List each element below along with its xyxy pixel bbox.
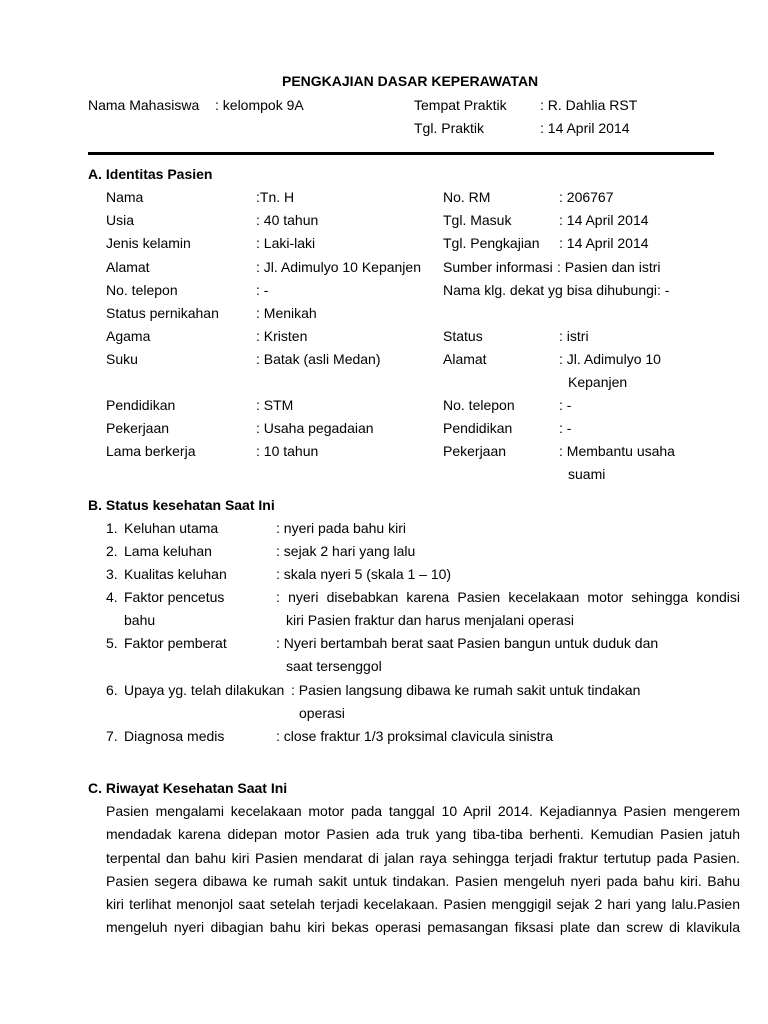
field-label: Tgl. Masuk [443, 212, 512, 228]
field-label: No. telepon [106, 282, 178, 298]
field-label: Sumber informasi [443, 259, 553, 275]
item-value: : nyeri pada bahu kiri [276, 520, 406, 536]
field-label: No. telepon [443, 397, 515, 413]
field-label: No. RM [443, 189, 491, 205]
section-b-heading: B. Status kesehatan Saat Ini [88, 497, 275, 513]
item-label: Kualitas keluhan [124, 566, 227, 582]
field-value: : - [559, 420, 572, 436]
field-label: Tgl. Pengkajian [443, 235, 540, 251]
place-value: : R. Dahlia RST [540, 97, 638, 113]
field-label: Pendidikan [106, 397, 176, 413]
field-value-continued: suami [568, 466, 606, 482]
field-value: : - [559, 397, 572, 413]
header-divider [88, 152, 714, 155]
item-number: 4. [106, 589, 118, 605]
item-value-line: : nyeri disebabkan karena Pasien kecelakaan motor sehingga kondisi [276, 589, 740, 605]
paragraph-line: Pasien segera dibawa ke rumah sakit untuk tindakan. Pasien mengeluh nyeri pada bahu kiri. Bahu [106, 872, 740, 889]
place-label: Tempat Praktik [414, 97, 507, 113]
item-number: 5. [106, 635, 118, 651]
item-value: : Pasien langsung dibawa ke rumah sakit untuk tindakan [291, 682, 641, 698]
section-c-heading: C. Riwayat Kesehatan Saat Ini [88, 780, 288, 796]
field-label: Status [443, 328, 483, 344]
field-value: : 40 tahun [256, 212, 319, 228]
field-value: : - [256, 282, 269, 298]
item-value-continued: kiri Pasien fraktur dan harus menjalani operasi [286, 612, 574, 628]
health-history-paragraph [106, 800, 740, 940]
field-value: : 14 April 2014 [559, 212, 649, 228]
field-value: : istri [559, 328, 589, 344]
field-value: : Jl. Adimulyo 10 Kepanjen [256, 259, 421, 275]
item-number: 6. [106, 682, 118, 698]
field-label: Nama klg. dekat yg bisa dihubungi: - [443, 282, 670, 298]
field-value: : Usaha pegadaian [256, 420, 374, 436]
item-value [276, 589, 740, 606]
field-label: Suku [106, 351, 138, 367]
item-number: 2. [106, 543, 118, 559]
field-value: : Menikah [256, 305, 317, 321]
item-label: Lama keluhan [124, 543, 212, 559]
student-value: : kelompok 9A [215, 97, 304, 113]
field-label: Usia [106, 212, 135, 228]
paragraph-line: mendadak karena didepan motor Pasien ada truk yang tiba-tiba berhenti. Kemudian Pasien jatuh [106, 826, 740, 843]
item-value: : close fraktur 1/3 proksimal clavicula sinistra [276, 728, 553, 744]
item-label: Diagnosa medis [124, 728, 225, 744]
item-number: 1. [106, 520, 118, 536]
field-label: Agama [106, 328, 151, 344]
field-label: Alamat [106, 259, 150, 275]
field-label: Pekerjaan [106, 420, 170, 436]
item-number: 3. [106, 566, 118, 582]
field-value: : Jl. Adimulyo 10 [559, 351, 661, 367]
date-label: Tgl. Praktik [414, 120, 485, 136]
field-value: : Batak (asli Medan) [256, 351, 381, 367]
item-label-continued: bahu [124, 612, 156, 628]
field-value: : 14 April 2014 [559, 235, 649, 251]
item-number: 7. [106, 728, 118, 744]
paragraph-line: kiri terlihat menonjol saat setelah terjadi kecelakaan. Pasien menggigil sejak 2 hari yang lalu.Pasien [106, 896, 740, 913]
field-value: : 10 tahun [256, 443, 319, 459]
paragraph-line: Pasien mengalami kecelakaan motor pada tanggal 10 April 2014. Kejadiannya Pasien mengerem [106, 803, 740, 819]
item-label: Faktor pemberat [124, 635, 227, 651]
field-label: Pekerjaan [443, 443, 507, 459]
field-label: Nama [106, 189, 144, 205]
page-title: PENGKAJIAN DASAR KEPERAWATAN [282, 73, 539, 89]
field-value: : Kristen [256, 328, 308, 344]
item-value: : skala nyeri 5 (skala 1 – 10) [276, 566, 452, 582]
paragraph-line: terpental dan bahu kiri Pasien mendarat di jalan raya sehingga terjadi fraktur tertutup pada Pasien. [106, 849, 740, 866]
field-value-continued: Kepanjen [568, 374, 628, 390]
section-a-heading: A. Identitas Pasien [88, 166, 213, 182]
field-label: Pendidikan [443, 420, 513, 436]
item-value: : sejak 2 hari yang lalu [276, 543, 416, 559]
field-label: Status pernikahan [106, 305, 219, 321]
field-value: : 206767 [559, 189, 614, 205]
field-value: : Laki-laki [256, 235, 316, 251]
field-value: :Tn. H [256, 189, 295, 205]
field-value: : STM [256, 397, 294, 413]
field-value: : Pasien dan istri [557, 259, 661, 275]
item-value-continued: operasi [299, 705, 345, 721]
paragraph-line: mengeluh nyeri dibagian bahu kiri bekas operasi pemasangan fiksasi plate dan screw di klavikula [106, 919, 740, 936]
item-label: Faktor pencetus [124, 589, 225, 605]
date-value: : 14 April 2014 [540, 120, 630, 136]
field-label: Alamat [443, 351, 487, 367]
item-value-continued: saat tersenggol [286, 658, 382, 674]
student-label: Nama Mahasiswa [88, 97, 200, 113]
field-label: Lama berkerja [106, 443, 196, 459]
item-value: : Nyeri bertambah berat saat Pasien bangun untuk duduk dan [276, 635, 659, 651]
field-label: Jenis kelamin [106, 235, 191, 251]
item-label: Keluhan utama [124, 520, 219, 536]
field-value: : Membantu usaha [559, 443, 675, 459]
item-label: Upaya yg. telah dilakukan [124, 682, 285, 698]
